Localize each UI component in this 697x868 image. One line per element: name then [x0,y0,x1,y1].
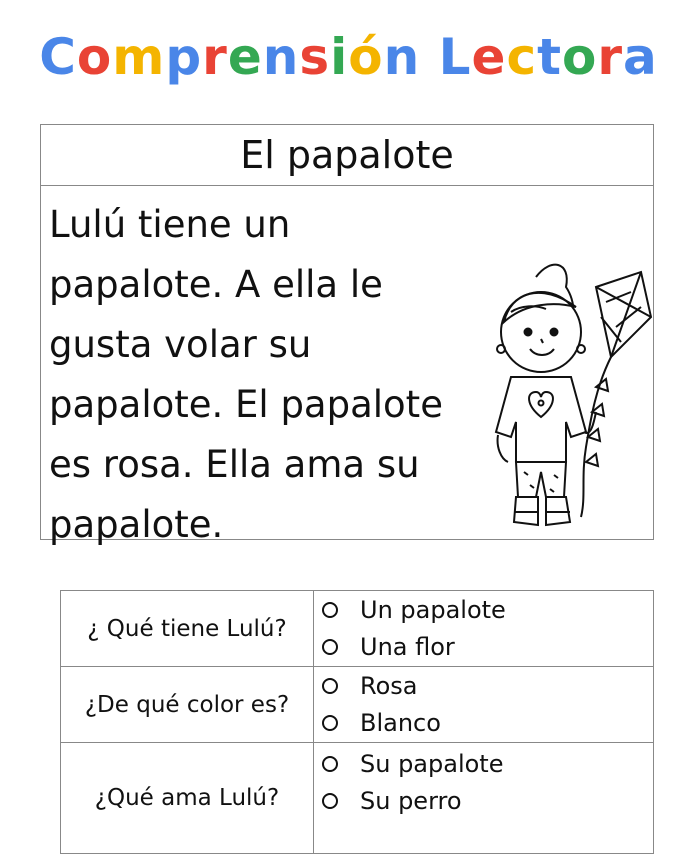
title-letter: c [506,28,538,86]
story-line: es rosa. Ella ama su [49,443,420,486]
story-line: gusta volar su [49,323,312,366]
question-text: ¿De qué color es? [61,667,314,743]
kite-icon [581,272,651,517]
title-letter: p [165,28,203,86]
story-title: El papalote [41,125,653,186]
answer-option-label: Su papalote [360,749,504,778]
answer-option[interactable] [314,668,653,705]
radio-circle-icon[interactable] [322,639,338,655]
title-letter: t [537,28,563,86]
answer-option[interactable] [314,705,653,742]
title-letter: ó [348,28,384,86]
title-letter: e [471,28,507,86]
title-letter: C [39,28,77,86]
title-letter: a [623,28,658,86]
questions-table [60,590,654,854]
answer-options [314,743,654,854]
radio-circle-icon[interactable] [322,602,338,618]
title-letter: e [227,28,263,86]
answer-option[interactable] [314,745,653,782]
title-letter: o [562,28,598,86]
answer-option[interactable] [314,629,653,666]
story-line: papalote. [49,503,224,546]
answer-option-label: Su perro [360,786,462,815]
title-letter: o [76,28,113,86]
question-row [61,667,654,743]
title-letter: m [112,28,166,86]
title-letter: n [383,28,421,86]
title-letter: s [299,28,331,86]
answer-option-label: Blanco [360,709,441,737]
title-letter [420,28,438,86]
story-line: papalote. El papalote [49,383,443,426]
title-letter: i [330,28,349,86]
answer-options [314,667,654,743]
answer-options [314,591,654,667]
story-box [40,124,654,546]
title-letter: r [202,28,228,86]
radio-circle-icon[interactable] [322,715,338,731]
story-text [49,195,449,555]
question-text: ¿ Qué tiene Lulú? [61,591,314,667]
answer-option[interactable] [314,782,653,819]
radio-circle-icon[interactable] [322,678,338,694]
story-line: papalote. A ella le [49,263,383,306]
title-letter: n [262,28,300,86]
question-row [61,743,654,854]
question-text: ¿Qué ama Lulú? [61,743,314,854]
question-row [61,591,654,667]
answer-option-label: Rosa [360,672,418,700]
title-letter: r [597,28,624,86]
answer-option[interactable] [314,592,653,629]
radio-circle-icon[interactable] [322,756,338,772]
story-line: Lulú tiene un [49,203,291,246]
title-letter: L [438,28,472,86]
girl-with-kite-illustration [446,247,656,532]
answer-option-label: Una flor [360,633,455,661]
page-title [0,28,697,86]
radio-circle-icon[interactable] [322,793,338,809]
answer-option-label: Un papalote [360,596,506,624]
